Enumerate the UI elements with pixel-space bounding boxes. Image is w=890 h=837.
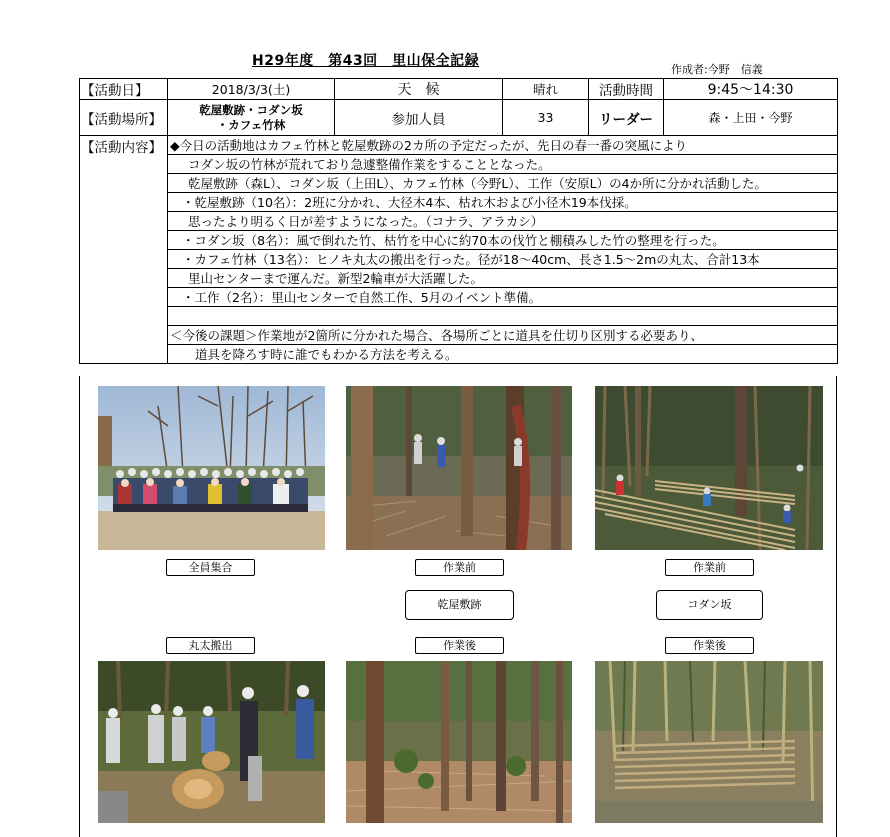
content-label: 【活動内容】 <box>80 136 168 364</box>
weather-value: 晴れ <box>503 79 589 100</box>
before-photo-kodan <box>595 386 823 550</box>
content-line: 乾屋敷跡（森L）、コダン坂（上田L）、カフェ竹林（今野L）、工作（安原L）の4か所に分かれ活動した。 <box>168 174 838 193</box>
place-label: 【活動場所】 <box>80 100 168 136</box>
photo-area <box>79 376 837 837</box>
caption-after-1: 作業後 <box>415 637 504 654</box>
place-value <box>168 100 335 136</box>
content-line: ・カフェ竹林（13名）：ヒノキ丸太の搬出を行った。径が18～40cm、長さ1.5～2mの丸太、合計13本 <box>168 250 838 269</box>
content-line: ・工作（2名）：里山センターで自然工作、5月のイベント準備。 <box>168 288 838 307</box>
caption-before-2: 作業前 <box>665 559 754 576</box>
participants-value: 33 <box>503 100 589 136</box>
content-line <box>168 307 838 326</box>
date-value: 2018/3/3(土) <box>168 79 335 100</box>
content-line: ◆今日の活動地はカフェ竹林と乾屋敷跡の2カ所の予定だったが、先日の春一番の突風により <box>168 136 838 155</box>
page-title: H29年度 第43回 里山保全記録 <box>252 53 480 69</box>
place-line-1: 乾屋敷跡・コダン坂 <box>199 102 303 117</box>
leader-label: リーダー <box>589 100 664 136</box>
time-value: 9:45～14:30 <box>664 79 838 100</box>
time-label: 活動時間 <box>589 79 664 100</box>
caption-place-inui: 乾屋敷跡 <box>405 590 514 620</box>
content-line: 思ったより明るく日が差すようになった。（コナラ、アラカシ） <box>168 212 838 231</box>
date-label: 【活動日】 <box>80 79 168 100</box>
content-line: 里山センターまで運んだ。新型2輪車が大活躍した。 <box>168 269 838 288</box>
log-carry-photo <box>98 661 325 823</box>
leader-value: 森・上田・今野 <box>664 100 838 136</box>
content-line: コダン坂の竹林が荒れており急遽整備作業をすることとなった。 <box>168 155 838 174</box>
caption-all-members: 全員集合 <box>166 559 255 576</box>
caption-after-2: 作業後 <box>665 637 754 654</box>
record-table <box>79 78 838 364</box>
after-photo-kodan <box>595 661 823 823</box>
weather-label: 天 候 <box>335 79 503 100</box>
content-line: ＜今後の課題＞作業地が2箇所に分かれた場合、各場所ごとに道具を仕切り区別する必要あり、 <box>168 326 838 345</box>
before-photo-inui <box>346 386 572 550</box>
after-photo-inui <box>346 661 572 823</box>
group-photo <box>98 386 325 550</box>
caption-before-1: 作業前 <box>415 559 504 576</box>
participants-label: 参加人員 <box>335 100 503 136</box>
caption-place-kodan: コダン坂 <box>656 590 763 620</box>
caption-log-carry: 丸太搬出 <box>166 637 255 654</box>
author-name: 作成者:今野 信義 <box>671 63 763 76</box>
content-line: ・乾屋敷跡（10名）：2班に分かれ、大径木4本、枯れ木および小径木19本伐採。 <box>168 193 838 212</box>
content-line: ・コダン坂（8名）：風で倒れた竹、枯竹を中心に約70本の伐竹と棚積みした竹の整理を行った。 <box>168 231 838 250</box>
content-line: 道具を降ろす時に誰でもわかる方法を考える。 <box>168 345 838 364</box>
place-line-2: ・カフェ竹林 <box>216 117 286 132</box>
